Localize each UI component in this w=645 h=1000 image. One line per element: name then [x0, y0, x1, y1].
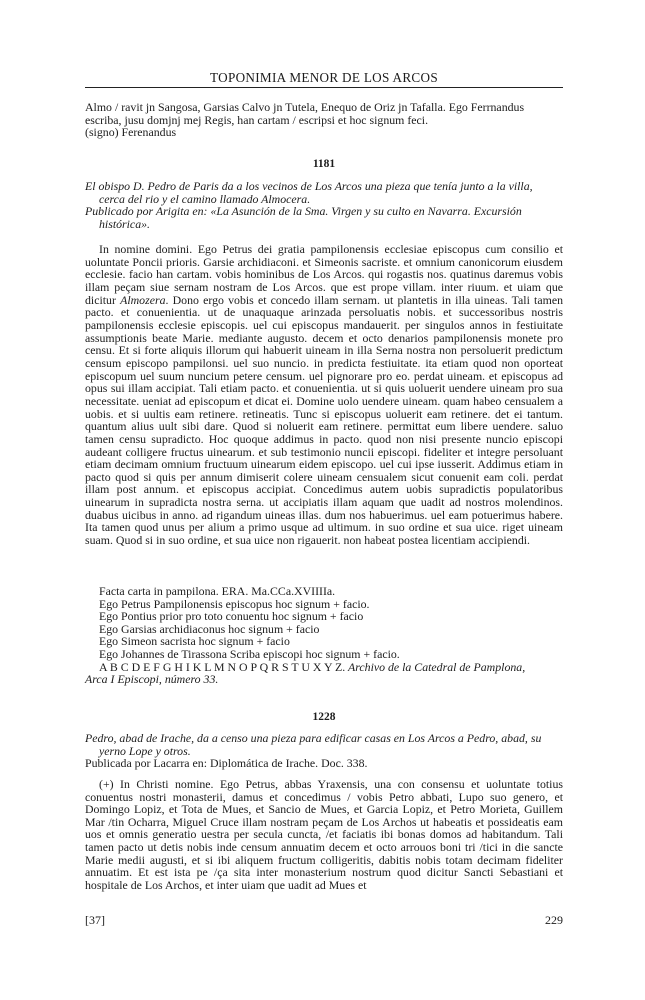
signature-line: Ego Simeon sacrista hoc signum + facio — [99, 634, 290, 649]
publication-title: «La Asunción de la Sma. Virgen y su culto en Navarra. Excursión — [207, 204, 522, 219]
signature-line: Ego Petrus Pampilonensis episcopus hoc signum + facio. — [99, 596, 370, 611]
body-text: . Dono ergo vobis et concedo illam sernam. ut plantetis in illa uineas. Tali tamen pacto. et conuenientia. ut de unaquaque arinzada persoluatis nobis. et successoribus nostris pampilonensis ecclesie episcopis. uel cui episcopus mandauerit. per singulos annos in festiuitate assumptionis beate Marie. mediante augusto. decem et octo denarios pampilonensis monete pro censu. Et si forte aliquis illorum qui habuerit uineam in illa Serna nostra non persoluerit predictum censum episcopo pampilonsi. uel suo nuncio. in predicta festiuitate. ita etiam quod non oporteat episcopum uel suum nuncium petere censum. uel pignorare pro eo. perdat uineam. et episcopus ad opus sui illam accipiat. Tali etiam pacto. et conuenientia. ut si quis uoluerit uendere uineam pro sua necessitate. ueniat ad episcopum et dicat ei. Domine uolo uendere uineam. quam habeo censualem a uobis. et si uultis eam retinere. retineatis. Tunc si episcopus uoluerit eam retinere. det ei tantum. quantum alius uult sibi dare. Quod si noluerit eam retinere. permittat eum libere uendere. saluo tamen censu supradicto. Hoc quoque addimus in pacto. quod non nisi presente nuncio episcopi audeant colligere fructus uinearum. et sub testimonio nuncii episcopi. fideliter et integre persoluant etiam decimam omnium fructuum uinearum eidem episcopo. uel cui ipse iusserit. Addimus etiam in pacto quod si quis per annum dimiserit colere uineam censualem sicut conuenit eam coli. perdat illam post annum. et episcopus accipiat. Concedimus autem uobis supradictis populatoribus uinearum in supradicta nostra serna. ut accipiatis illam aquam que uadit ad nostros molendinos. duabus uicibus in anno. ad rigandum uineas illas. dum nos habuerimus. uel eam potuerimus habere. Ita tamen quod unus per alium a primo usque ad ultimum. in suo ordine et sua uice. riget uineam suam. Quod si in suo ordine, et sua uice non rigauerit. non habeat postea licentiam accipiendi. — [85, 292, 563, 548]
archive-reference: Archivo de la Catedral de Pamplona, — [345, 659, 526, 674]
body-1181 — [85, 243, 563, 547]
publication-line — [85, 205, 563, 218]
running-header: TOPONIMIA MENOR DE LOS ARCOS — [210, 70, 438, 85]
page-reference: [37] — [85, 913, 105, 927]
place-name: Almozera — [120, 292, 166, 307]
intro-line: Almo / ravit jn Sangosa, Garsias Calvo jn Tutela, Enequo de Oriz jn Tafalla. Ego Ferrnandus — [85, 100, 525, 114]
signatures-1181 — [85, 585, 563, 686]
signature-line: Facta carta in pampilona. ERA. Ma.CCa.XVIIIIa. — [99, 584, 336, 598]
page-number: 229 — [545, 913, 563, 927]
intro-line: escriba, jusu domjnj mej Regis, han cartam / escripsi et hoc signum feci. — [85, 112, 429, 127]
signature-line: Ego Garsias archidiaconus hoc signum + facio — [99, 621, 320, 636]
document-number-1181: 1181 — [312, 158, 336, 170]
intro-line: (signo) Ferenandus — [85, 125, 177, 140]
signature-line: Ego Pontius prior pro toto conuentu hoc signum + facio — [99, 609, 364, 624]
publication-prefix: Publicado por Arigita en: — [85, 204, 208, 219]
summary-1228 — [85, 732, 563, 770]
publication-line: Publicada por Lacarra en: Diplomática de Irache. Doc. 338. — [85, 756, 368, 771]
signature-line: Ego Johannes de Tirassona Scriba episcopi hoc signum + facio. — [99, 646, 400, 661]
summary-line: yerno Lope y otros. — [99, 743, 191, 758]
body-1228: (+) In Christi nomine. Ego Petrus, abbas Yraxensis, una con consensu et uoluntate totius conuentus nostri monasterii, damus et concedimus / vobis Petro abbati, Lupo suo genero, et Domingo Lopiz, et Tota de Mues, et Sancio de Mues, et Garcia Lopiz, et Petro Morieta, Guillem Mar /tin Ocharra, Miguel Cruce illam nostram peçam de Los Archos ut habeatis et possideatis eam uos et omnis generatio uestra per secula cuncta, /et faciatis ibi bonas domos ad habitandum. Tali tamen pacto ut detis nobis inde censum annuatim decem et octo arrouos boni tri /tici in die sancte Marie medii augusti, et si ibi aliquem fructum colligeritis, dabitis nobis totam decimam fideliter annuatim. Et est ista pe /ça sita inter monasterium nostrum quod dicitur Sancti Sebastiani et hospitale de Los Archos, et inter uiam que uadit ad Mues et — [85, 777, 563, 892]
summary-line: cerca del rio y el camino llamado Almocera. — [99, 191, 311, 206]
header-rule — [85, 87, 563, 88]
body-text: In nomine domini. Ego Petrus dei gratia pampilonensis ecclesiae episcopus cum consilio et uoluntate Poncii prioris. Garsie archidiaconi. et Simeonis sacriste. et omnium canonicorum eiusdem ecclesie. facio han cartam. vobis hominibus de Los Arcos. qui rogastis nos. quatinus daremus vobis illam peçam siue sernam nostram de Los Arcos. que est prope villam. inter riuum. et uiam que dicitur — [85, 242, 563, 307]
summary-line: El obispo D. Pedro de Paris da a los vecinos de Los Arcos una pieza que tenía junto a la villa, — [85, 179, 533, 193]
intro-text — [85, 101, 563, 139]
document-number-1228: 1228 — [312, 711, 336, 723]
summary-1181 — [85, 180, 563, 230]
archive-line: Arca I Episcopi, número 33. — [85, 672, 219, 687]
summary-line: Pedro, abad de Irache, da a censo una pieza para edificar casas en Los Arcos a Pedro, abad, su — [85, 731, 542, 745]
publication-line: histórica». — [99, 216, 150, 231]
alphabet: A B C D E F G H I K L M N O P Q R S T U X Y Z. — [99, 659, 346, 674]
